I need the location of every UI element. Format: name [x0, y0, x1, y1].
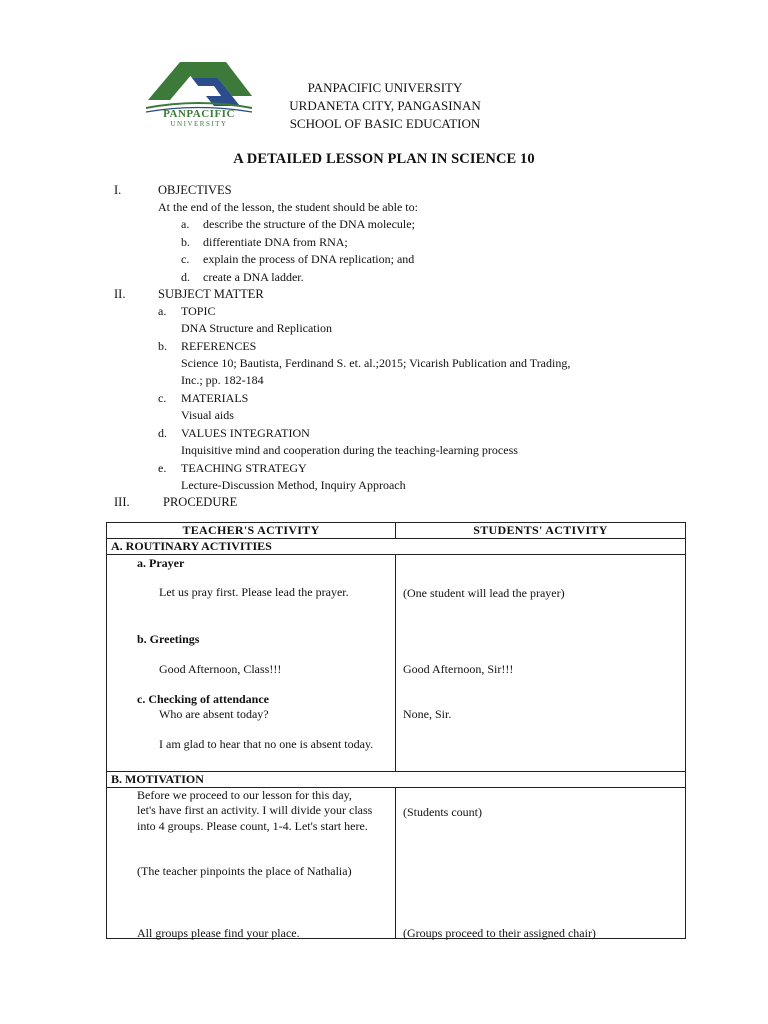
- motivation-teacher-cell: [107, 788, 396, 939]
- subject-label: TOPIC: [181, 304, 216, 318]
- subject-letter: b.: [158, 339, 167, 353]
- subject-label: MATERIALS: [181, 391, 249, 405]
- teacher-activity-header: TEACHER'S ACTIVITY: [107, 523, 396, 539]
- header-university: PANPACIFIC UNIVERSITY: [307, 80, 463, 95]
- objective-item: create a DNA ladder.: [203, 270, 304, 284]
- logo-subtext: UNIVERSITY: [170, 120, 228, 128]
- greetings-student-text: Good Afternoon, Sir!!!: [403, 662, 514, 676]
- subject-detail: Inc.; pp. 182-184: [181, 373, 264, 387]
- table-header-row: [107, 523, 686, 539]
- attendance-student-text: None, Sir.: [403, 707, 452, 721]
- prayer-teacher-text: Let us pray first. Please lead the prayer.: [159, 585, 349, 599]
- subject-numeral: II.: [114, 287, 126, 301]
- subject-detail: Visual aids: [181, 408, 234, 422]
- subject-letter: d.: [158, 426, 167, 440]
- table-row: [107, 772, 686, 788]
- table-row: [107, 539, 686, 555]
- attendance-teacher-remark: I am glad to hear that no one is absent today.: [159, 737, 374, 751]
- table-row: [107, 788, 686, 939]
- motivation-teacher-direction: All groups please find your place.: [137, 926, 300, 940]
- subject-label: VALUES INTEGRATION: [181, 426, 310, 440]
- university-logo: [140, 56, 256, 132]
- prayer-student-text: (One student will lead the prayer): [403, 586, 565, 600]
- subject-letter: c.: [158, 391, 167, 405]
- school-header: [250, 79, 520, 133]
- attendance-teacher-question: Who are absent today?: [159, 707, 269, 721]
- objectives-numeral: I.: [114, 183, 122, 197]
- motivation-student-proceed: (Groups proceed to their assigned chair): [403, 926, 596, 940]
- routinary-heading: A. ROUTINARY ACTIVITIES: [107, 539, 686, 555]
- subject-detail: DNA Structure and Replication: [181, 321, 332, 335]
- objectives-heading: OBJECTIVES: [158, 183, 232, 197]
- subject-letter: e.: [158, 461, 167, 475]
- students-activity-header: STUDENTS' ACTIVITY: [396, 523, 686, 539]
- objective-letter: a.: [181, 217, 190, 231]
- procedure-table: [106, 522, 686, 939]
- motivation-student-cell: [396, 788, 686, 939]
- subject-letter: a.: [158, 304, 167, 318]
- subject-heading: SUBJECT MATTER: [158, 287, 264, 301]
- motivation-teacher-instruction: Before we proceed to our lesson for this day, let's have first an activity. I will divide your class into 4 groups. Please count, 1-4. Let's start here.: [137, 788, 373, 833]
- attendance-title: c. Checking of attendance: [137, 692, 269, 706]
- motivation-student-count: (Students count): [403, 805, 482, 819]
- routinary-student-cell: [396, 555, 686, 772]
- objective-item: explain the process of DNA replication; and: [203, 252, 415, 266]
- subject-label: REFERENCES: [181, 339, 257, 353]
- greetings-title: b. Greetings: [137, 632, 200, 646]
- objectives-intro: At the end of the lesson, the student should be able to:: [158, 200, 418, 214]
- subject-detail: Science 10; Bautista, Ferdinand S. et. al.;2015; Vicarish Publication and Trading,: [181, 356, 571, 370]
- subject-detail: Lecture-Discussion Method, Inquiry Approach: [181, 478, 406, 492]
- objective-letter: d.: [181, 270, 190, 284]
- prayer-title: a. Prayer: [137, 556, 185, 570]
- header-city: URDANETA CITY, PANGASINAN: [289, 98, 481, 113]
- subject-detail: Inquisitive mind and cooperation during the teaching-learning process: [181, 443, 518, 457]
- subject-label: TEACHING STRATEGY: [181, 461, 307, 475]
- page-title: A DETAILED LESSON PLAN IN SCIENCE 10: [233, 151, 535, 167]
- logo-text: PANPACIFIC: [163, 108, 235, 120]
- greetings-teacher-text: Good Afternoon, Class!!!: [159, 662, 282, 676]
- objective-item: differentiate DNA from RNA;: [203, 235, 348, 249]
- objective-letter: b.: [181, 235, 190, 249]
- header-school: SCHOOL OF BASIC EDUCATION: [289, 116, 481, 131]
- motivation-teacher-note: (The teacher pinpoints the place of Nathalia): [137, 864, 352, 878]
- procedure-numeral: III.: [114, 495, 130, 509]
- objective-item: describe the structure of the DNA molecule;: [203, 217, 415, 231]
- table-row: [107, 555, 686, 772]
- routinary-teacher-cell: [107, 555, 396, 772]
- objective-letter: c.: [181, 252, 190, 266]
- procedure-heading: PROCEDURE: [163, 495, 238, 509]
- motivation-heading: B. MOTIVATION: [107, 772, 686, 788]
